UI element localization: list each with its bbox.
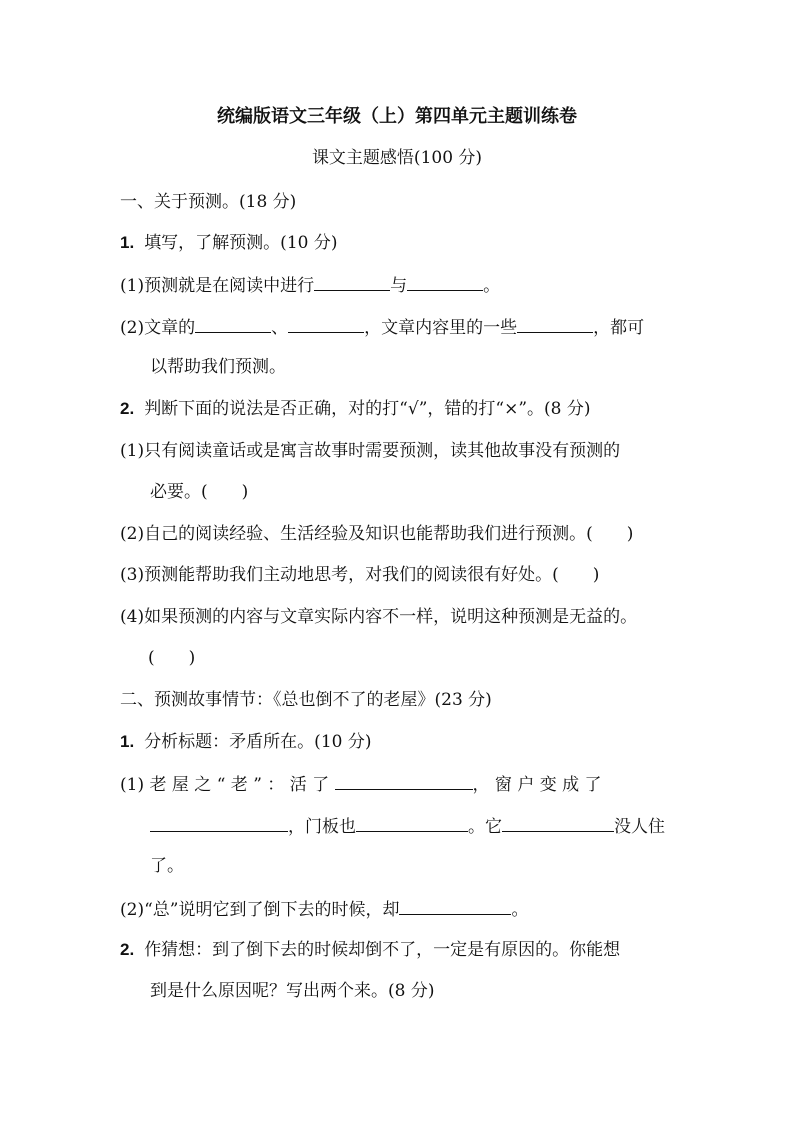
s1-q1-p1-b: 与 [390,276,408,296]
s2-q1 [120,730,372,754]
answer-blank[interactable] [517,314,593,333]
answer-blank[interactable] [356,813,468,832]
page-subtitle: 课文主题感悟(100 分) [311,148,483,168]
s2-q1-p2-b: 。 [511,900,529,920]
s2-q1-number: 1. [120,732,135,751]
s1-q2-number: 2. [120,399,135,418]
s1-q2-item: (3)预测能帮助我们主动地思考，对我们的阅读很有好处。( ) [120,565,600,585]
page-title: 统编版语文三年级（上）第四单元主题训练卷 [217,106,577,127]
s1-q1-p2 [120,314,644,340]
s2-q2 [120,938,620,962]
s1-q1-p2-d: ，都可 [593,318,645,338]
s2-q1-p1 [120,771,602,797]
s1-q1-text: 填写，了解预测。(10 分) [144,233,338,253]
s1-q1-p1-c: 。 [483,276,501,296]
s1-q2-item: (1)只有阅读童话或是寓言故事时需要预测，读其他故事没有预测的 [120,441,621,461]
answer-blank[interactable] [195,314,271,333]
s2-q1-p2 [120,896,528,922]
s1-q1-number: 1. [120,233,135,252]
answer-blank[interactable] [399,896,511,915]
s2-q1-p1-a: (1) 老 屋 之 “ 老 ” ： 活 了 [120,775,330,795]
s1-q2 [120,397,591,421]
s2-q1-p1-line2 [150,813,665,839]
s2-q2-text: 作猜想：到了倒下去的时候却倒不了，一定是有原因的。你能想 [144,940,621,960]
answer-blank[interactable] [150,813,288,832]
s1-q1 [120,231,338,255]
s1-q1-p1 [120,272,500,298]
answer-blank[interactable] [288,314,364,333]
s2-q2-cont: 到是什么原因呢？写出两个来。(8 分) [150,981,435,1001]
s2-q1-p1-d: 。它 [468,817,502,837]
s1-q2-item: ( ) [148,648,196,668]
answer-blank[interactable] [407,272,483,291]
s2-q1-p1-f: 了。 [150,856,184,876]
s1-q2-item: (2)自己的阅读经验、生活经验及知识也能帮助我们进行预测。( ) [120,524,634,544]
answer-blank[interactable] [314,272,390,291]
s2-q1-p1-e: 没人住 [614,817,665,837]
s1-q1-p2-b: 、 [271,318,289,338]
s1-q1-p1-a: (1)预测就是在阅读中进行 [120,276,315,296]
s1-q2-item: 必要。( ) [150,482,249,502]
section2-heading: 二、预测故事情节：《总也倒不了的老屋》(23 分) [120,690,492,710]
s2-q1-p1-c: ，门板也 [288,817,356,837]
s1-q1-p2-c: ，文章内容里的一些 [364,318,518,338]
s2-q1-text: 分析标题：矛盾所在。(10 分) [144,732,372,752]
answer-blank[interactable] [335,771,473,790]
s2-q1-p1-b: ， 窗 户 变 成 了 [472,775,602,795]
s2-q1-p2-a: (2)“总”说明它到了倒下去的时候，却 [120,900,400,920]
s1-q1-p2-cont: 以帮助我们预测。 [150,357,286,377]
s1-q2-item: (4)如果预测的内容与文章实际内容不一样，说明这种预测是无益的。 [120,607,638,627]
s1-q1-p2-a: (2)文章的 [120,318,196,338]
s1-q2-text: 判断下面的说法是否正确，对的打“√”，错的打“×”。(8 分) [144,399,591,419]
s2-q2-number: 2. [120,940,135,959]
answer-blank[interactable] [502,813,614,832]
section1-heading: 一、关于预测。(18 分) [120,192,297,212]
